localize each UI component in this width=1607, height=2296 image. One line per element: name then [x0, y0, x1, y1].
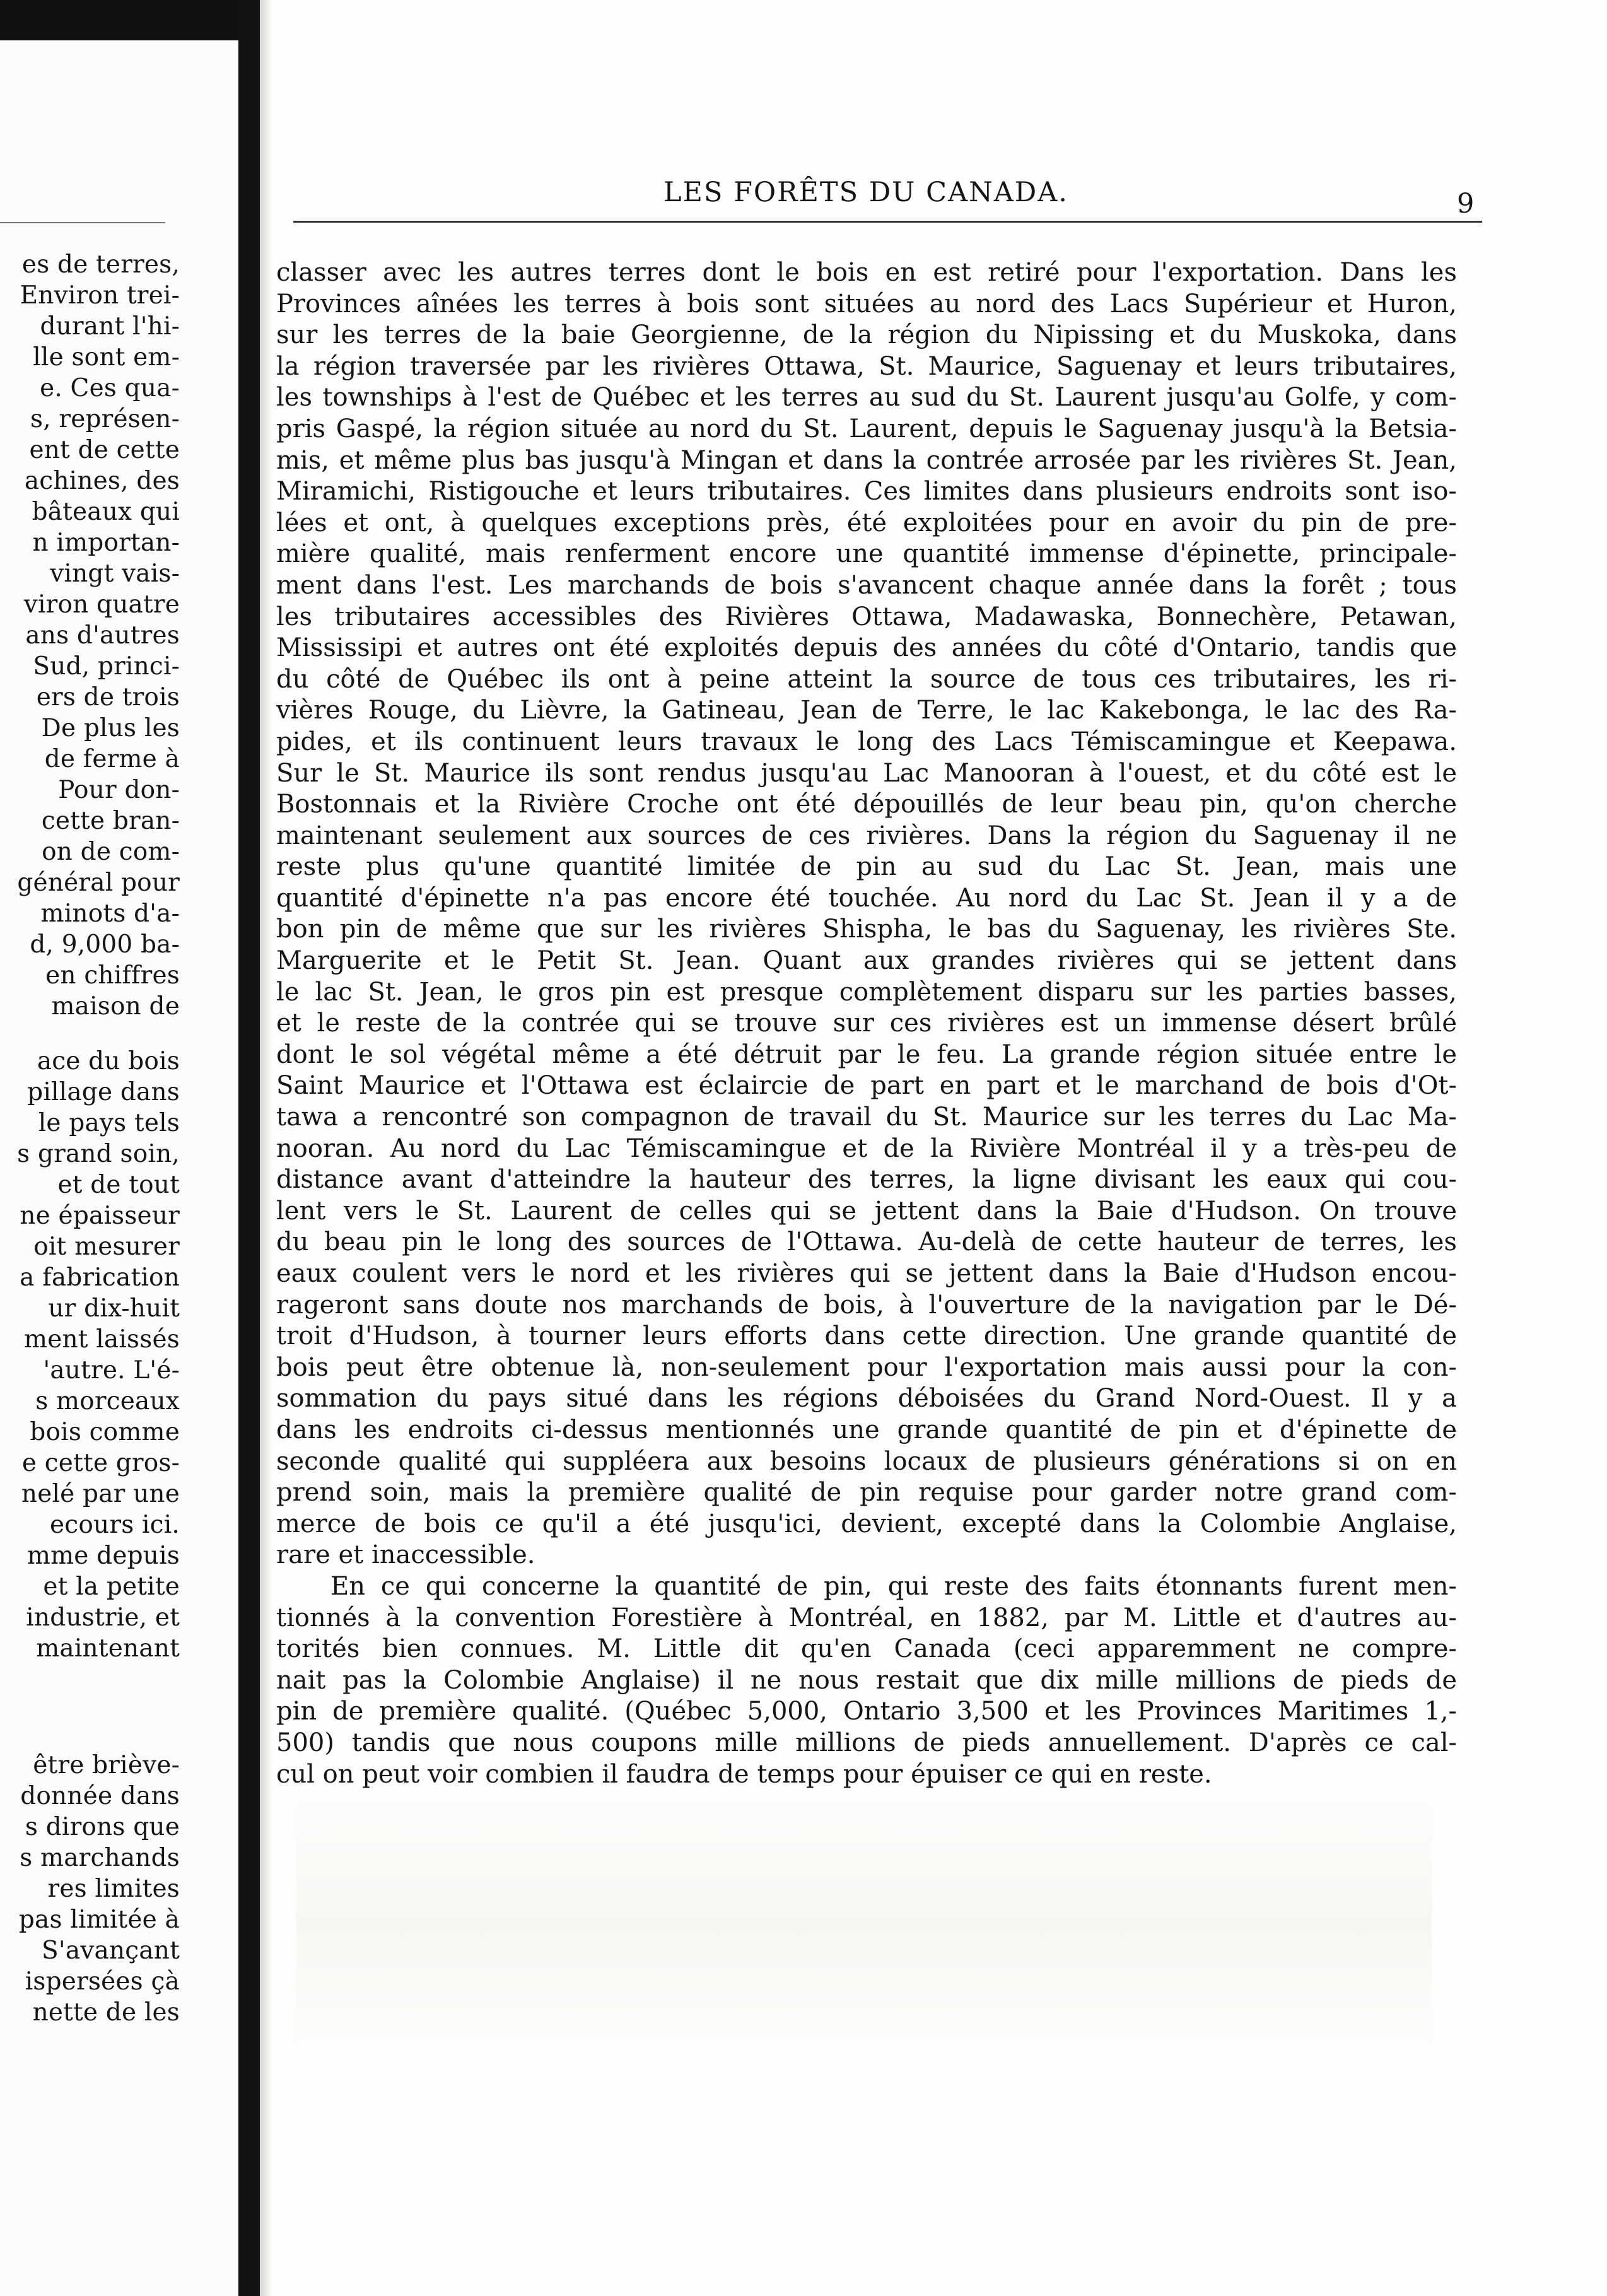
previous-page-line: nette de les [32, 1998, 180, 2027]
column-gap [0, 1664, 180, 1750]
paragraph-2 [276, 1571, 1457, 1790]
text-line: 500) tandis que nous coupons mille millions de pieds annuellement. D'après ce cal- [276, 1728, 1457, 1757]
text-line: sur les terres de la baie Georgienne, de la région du Nipissing et du Muskoka, dans [276, 320, 1457, 350]
previous-page-line: bâteaux qui [32, 498, 180, 526]
previous-page-line: maison de [51, 992, 180, 1021]
previous-page-line: e. Ces qua- [40, 374, 180, 402]
text-line: lent vers le St. Laurent de celles qui se jettent dans la Baie d'Hudson. On trouve [276, 1196, 1457, 1226]
previous-page-line: viron quatre [23, 590, 180, 619]
previous-page-line: nelé par une [21, 1480, 180, 1508]
previous-page-line: cette bran- [41, 807, 180, 835]
text-line: les tributaires accessibles des Rivières Ottawa, Madawaska, Bonnechère, Petawan, [276, 602, 1457, 631]
previous-page-line: général pour [17, 869, 180, 897]
text-line: Marguerite et le Petit St. Jean. Quant aux grandes rivières qui se jettent dans [276, 946, 1457, 976]
text-line: eaux coulent vers le nord et les rivières qui se jettent dans la Baie d'Hudson encou- [276, 1259, 1457, 1288]
text-line: rare et inaccessible. [276, 1540, 535, 1570]
previous-page-line: n importan- [32, 529, 180, 557]
previous-page-line: pillage dans [27, 1078, 180, 1106]
previous-page-line: a fabrication [20, 1263, 180, 1292]
previous-page-line: s, représen- [30, 405, 180, 433]
text-line: cul on peut voir combien il faudra de temps pour épuiser ce qui en reste. [276, 1759, 1212, 1789]
previous-page-line: on de com- [42, 838, 180, 866]
previous-page-line: maintenant [36, 1634, 180, 1663]
previous-page-line: minots d'a- [40, 899, 180, 928]
text-line: tionnés à la convention Forestière à Montréal, en 1882, par M. Little et d'autres au- [276, 1603, 1457, 1632]
previous-page-line: es de terres, [21, 250, 180, 279]
previous-page-line: pas limitée à [18, 1906, 180, 1934]
page-edge-shadow [0, 0, 238, 40]
previous-page-header-rule [0, 222, 165, 223]
text-line: nait pas la Colombie Anglaise) il ne nous restait que dix mille millions de pieds de [276, 1665, 1457, 1695]
previous-page-line: ans d'autres [25, 621, 180, 650]
text-line: merce de bois ce qu'il a été jusqu'ici, devient, excepté dans la Colombie Anglaise, [276, 1509, 1457, 1538]
text-line: Bostonnais et la Rivière Croche ont été dépouillés de leur beau pin, qu'on cherche [276, 790, 1457, 819]
text-line: nooran. Au nord du Lac Témiscamingue et de la Rivière Montréal il y a très-peu de [276, 1133, 1457, 1163]
previous-page-line: s morceaux [35, 1387, 180, 1415]
previous-page-line: d, 9,000 ba- [30, 930, 180, 959]
show-through-shading [296, 1798, 1432, 2050]
text-line: prend soin, mais la première qualité de pin requise pour garder notre grand com- [276, 1478, 1457, 1508]
previous-page-line: De plus les [41, 714, 180, 742]
previous-page-line: et la petite [43, 1573, 180, 1601]
previous-page-line: et de tout [57, 1171, 180, 1199]
previous-page-line: ur dix-huit [48, 1294, 180, 1323]
text-line: mis, et même plus bas jusqu'à Mingan et dans la contrée arrosée par les rivières St. Jean, [276, 445, 1457, 475]
previous-page-line: res limites [47, 1875, 180, 1903]
text-line: lées et ont, à quelques exceptions près, été exploitées pour en avoir du pin de pre- [276, 508, 1457, 537]
previous-page-line: Pour don- [58, 776, 180, 804]
header-rule [293, 221, 1482, 223]
previous-page-line: vingt vais- [50, 559, 180, 588]
text-line: tawa a rencontré son compagnon de travail du St. Maurice sur les terres du Lac Ma- [276, 1103, 1457, 1132]
previous-page-line: bois comme [30, 1418, 180, 1446]
previous-page-line: oit mesurer [33, 1233, 180, 1261]
text-line: du côté de Québec ils ont à peine atteint la source de tous ces tributaires, les ri- [276, 664, 1457, 694]
previous-page-line: S'avançant [42, 1936, 180, 1965]
previous-page-line: le pays tels [38, 1109, 180, 1137]
previous-page-line: lle sont em- [33, 343, 180, 372]
running-title: LES FORÊTS DU CANADA. [663, 177, 1068, 208]
previous-page-line: ecours ici. [50, 1511, 180, 1539]
text-line: ment dans l'est. Les marchands de bois s'avancent chaque année dans la forêt ; tous [276, 570, 1457, 600]
text-line: Provinces aînées les terres à bois sont situées au nord des Lacs Supérieur et Huron, [276, 289, 1457, 319]
paragraph-1 [276, 257, 1457, 1571]
text-line: Saint Maurice et l'Ottawa est éclaircie de part en part et le marchand de bois d'Ot- [276, 1071, 1457, 1101]
previous-page-line: durant l'hi- [40, 312, 180, 341]
text-line: Miramichi, Ristigouche et leurs tributaires. Ces limites dans plusieurs endroits sont iso- [276, 477, 1457, 507]
text-line: classer avec les autres terres dont le bois en est retiré pour l'exportation. Dans les [276, 258, 1457, 287]
previous-page-line: en chiffres [45, 961, 180, 990]
text-line: mière qualité, mais renferment encore une quantité immense d'épinette, principale- [276, 539, 1457, 569]
text-line: En ce qui concerne la quantité de pin, qui reste des faits étonnants furent men- [330, 1571, 1457, 1601]
previous-page-line: ent de cette [29, 436, 180, 464]
text-line: et le reste de la contrée qui se trouve sur ces rivières est un immense désert brûlé [276, 1009, 1457, 1038]
text-line: seconde qualité qui suppléera aux besoins locaux de plusieurs générations si on en [276, 1446, 1457, 1476]
previous-page-line: industrie, et [26, 1603, 180, 1632]
text-line: pin de première qualité. (Québec 5,000, Ontario 3,500 et les Provinces Maritimes 1,- [276, 1697, 1457, 1726]
previous-page-line: ace du bois [37, 1047, 180, 1075]
text-line: dans les endroits ci-dessus mentionnés une grande quantité de pin et d'épinette de [276, 1415, 1457, 1444]
text-line: vières Rouge, du Lièvre, la Gatineau, Jean de Terre, le lac Kakebonga, le lac des Ra- [276, 696, 1457, 725]
text-line: bon pin de même que sur les rivières Shispha, le bas du Saguenay, les rivières Ste. [276, 915, 1457, 944]
column-gap [0, 1022, 180, 1046]
text-line: le lac St. Jean, le gros pin est presque complètement disparu sur les parties basses, [276, 977, 1457, 1007]
previous-page-line: s grand soin, [17, 1140, 180, 1168]
previous-page-line: de ferme à [44, 745, 180, 773]
previous-page-line: mme depuis [26, 1542, 180, 1570]
text-line: la région traversée par les rivières Ottawa, St. Maurice, Saguenay et leurs tributaires, [276, 351, 1457, 381]
text-line: torités bien connues. M. Little dit qu'en Canada (ceci apparemment ne compre- [276, 1634, 1457, 1664]
previous-page-line: être briève- [33, 1751, 180, 1779]
text-line: maintenant seulement aux sources de ces rivières. Dans la région du Saguenay il ne [276, 821, 1457, 850]
text-line: rageront sans doute nos marchands de bois, à l'ouverture de la navigation par le Dé- [276, 1290, 1457, 1320]
previous-page-column [0, 0, 238, 2296]
gutter-shading [260, 0, 272, 2296]
previous-page-line: s dirons que [25, 1813, 180, 1841]
text-line: bois peut être obtenue là, non-seulement pour l'exportation mais aussi pour la con- [276, 1352, 1457, 1382]
text-line: sommation du pays situé dans les régions déboisées du Grand Nord-Ouest. Il y a [276, 1384, 1457, 1414]
text-line: reste plus qu'une quantité limitée de pin au sud du Lac St. Jean, mais une [276, 852, 1457, 882]
page-number: 9 [1457, 188, 1475, 220]
previous-page-line: achines, des [24, 467, 180, 495]
text-line: quantité d'épinette n'a pas encore été touchée. Au nord du Lac St. Jean il y a de [276, 883, 1457, 913]
previous-page-line: ispersées çà [25, 1967, 180, 1996]
text-line: distance avant d'atteindre la hauteur des terres, la ligne divisant les eaux qui cou- [276, 1165, 1457, 1195]
binding-gutter [238, 0, 260, 2296]
previous-page-line: ne épaisseur [20, 1202, 180, 1230]
text-line: troit d'Hudson, à tourner leurs efforts dans cette direction. Une grande quantité de [276, 1321, 1457, 1351]
text-line: Sur le St. Maurice ils sont rendus jusqu'au Lac Manooran à l'ouest, et du côté est le [276, 758, 1457, 788]
main-text-block [276, 257, 1457, 1790]
previous-page-line: e cette gros- [21, 1449, 180, 1477]
previous-page-line: donnée dans [20, 1782, 180, 1810]
text-line: les townships à l'est de Québec et les terres au sud du St. Laurent jusqu'au Golfe, y com- [276, 383, 1457, 413]
previous-page-text [0, 249, 180, 2028]
previous-page-line: 'autre. L'é- [43, 1356, 180, 1385]
previous-page-line: Sud, princi- [33, 652, 180, 681]
previous-page-line: s marchands [20, 1844, 180, 1872]
text-line: pris Gaspé, la région située au nord du St. Laurent, depuis le Saguenay jusqu'à la Betsia- [276, 414, 1457, 443]
previous-page-line: Environ trei- [20, 281, 180, 310]
text-line: Mississipi et autres ont été exploités depuis des années du côté d'Ontario, tandis que [276, 633, 1457, 663]
text-line: pides, et ils continuent leurs travaux le long des Lacs Témiscamingue et Keepawa. [276, 727, 1457, 756]
text-line: du beau pin le long des sources de l'Ottawa. Au-delà de cette hauteur de terres, les [276, 1227, 1457, 1257]
previous-page-line: ment laissés [24, 1325, 180, 1354]
text-line: dont le sol végétal même a été détruit par le feu. La grande région située entre le [276, 1040, 1457, 1069]
previous-page-line: ers de trois [36, 683, 180, 712]
